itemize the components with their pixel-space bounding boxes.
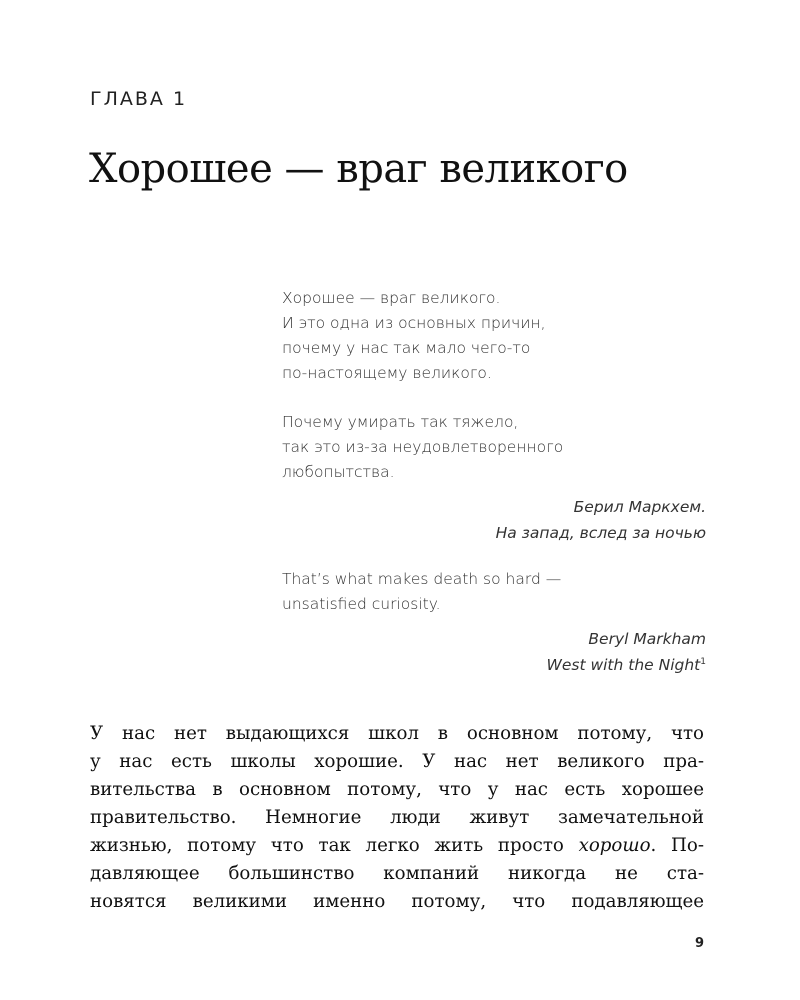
body-line: у нас есть школы хорошие. У нас нет великого пра- <box>90 751 704 772</box>
epigraph-stanza-2 <box>282 410 706 485</box>
epigraph-stanza-english <box>282 567 706 617</box>
epigraph-line: почему у нас так мало чего-то <box>282 339 531 357</box>
epigraph-attribution-en <box>282 626 706 678</box>
epigraph-stanza-1 <box>282 286 706 386</box>
body-line: правительство. Немногие люди живут замечательной <box>90 807 704 828</box>
body-paragraph <box>90 720 704 916</box>
epigraph-line: unsatisfied curiosity. <box>282 595 441 613</box>
attribution-author: Beryl Markham <box>588 630 706 648</box>
epigraph-line: That’s what makes death so hard — <box>282 570 562 588</box>
epigraph-line: любопытства. <box>282 463 395 481</box>
epigraph-line: по-настоящему великого. <box>282 364 492 382</box>
footnote-marker[interactable]: 1 <box>700 656 706 667</box>
attribution-work: На запад, вслед за ночью <box>495 524 706 542</box>
attribution-work-title: West with the Night <box>546 656 701 674</box>
epigraph-line: так это из-за неудовлетворенного <box>282 438 564 456</box>
body-line-tail: . По- <box>650 835 704 856</box>
chapter-title: Хорошее — враг великого <box>89 146 628 192</box>
body-line <box>90 832 704 860</box>
body-line: У нас нет выдающихся школ в основном потому, что <box>90 723 704 744</box>
body-line: давляющее большинство компаний никогда не ста- <box>90 863 704 884</box>
body-line: вительства в основном потому, что у нас есть хорошее <box>90 779 704 800</box>
body-line-text: жизнью, потому что так легко жить просто <box>90 835 579 856</box>
epigraph-line: И это одна из основных причин, <box>282 314 546 332</box>
attribution-author: Берил Маркхем. <box>573 498 706 516</box>
emphasis-word: хорошо <box>578 835 651 856</box>
attribution-work <box>282 652 706 678</box>
epigraph-attribution-ru <box>282 494 706 546</box>
chapter-label: ГЛАВА 1 <box>90 88 188 110</box>
epigraph-line: Хорошее — враг великого. <box>282 289 501 307</box>
epigraph-line: Почему умирать так тяжело, <box>282 413 519 431</box>
page-number: 9 <box>694 936 704 951</box>
body-line: новятся великими именно потому, что подавляющее <box>90 891 704 912</box>
